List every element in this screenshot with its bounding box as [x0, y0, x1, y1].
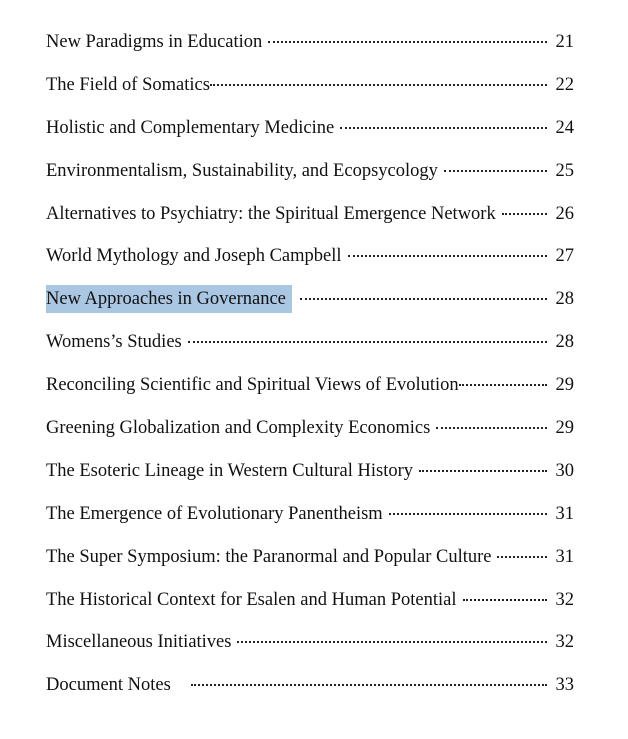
- dot-leader: [459, 384, 547, 386]
- toc-entry-title[interactable]: The Esoteric Lineage in Western Cultural History: [46, 460, 414, 481]
- dot-leader: [444, 170, 547, 172]
- dot-leader: [300, 298, 547, 300]
- toc-entry-page: 33: [555, 675, 574, 696]
- toc-entry-selected[interactable]: [46, 285, 574, 328]
- toc-entry-title[interactable]: The Super Symposium: the Paranormal and Popular Culture: [46, 546, 492, 567]
- toc-entry-page: 29: [555, 375, 574, 396]
- dot-leader: [340, 127, 547, 129]
- dot-leader: [188, 341, 547, 343]
- toc-entry[interactable]: [46, 628, 574, 671]
- toc-entry-page: 30: [555, 460, 574, 481]
- toc-entry[interactable]: [46, 157, 574, 200]
- toc-entry[interactable]: [46, 242, 574, 285]
- dot-leader: [389, 513, 547, 515]
- toc-entry[interactable]: [46, 671, 574, 714]
- dot-leader: [502, 213, 547, 215]
- toc-entry[interactable]: [46, 71, 574, 114]
- toc-entry[interactable]: [46, 500, 574, 543]
- toc-entry-title[interactable]: Reconciling Scientific and Spiritual Views of Evolution: [46, 375, 459, 396]
- toc-entry-page: 24: [555, 117, 574, 138]
- dot-leader: [191, 684, 547, 686]
- toc-entry-title[interactable]: World Mythology and Joseph Campbell: [46, 246, 342, 267]
- toc-entry[interactable]: [46, 328, 574, 371]
- dot-leader: [436, 427, 547, 429]
- toc-entry[interactable]: [46, 371, 574, 414]
- toc-entry-title[interactable]: Document Notes: [46, 675, 171, 696]
- toc-entry[interactable]: [46, 114, 574, 157]
- toc-entry-title[interactable]: Womens’s Studies: [46, 332, 182, 353]
- toc-entry-page: 22: [555, 74, 574, 95]
- toc-entry-page: 28: [555, 332, 574, 353]
- toc-entry[interactable]: [46, 457, 574, 500]
- table-of-contents: [46, 28, 574, 714]
- toc-entry-title[interactable]: Miscellaneous Initiatives: [46, 632, 232, 653]
- toc-entry[interactable]: [46, 414, 574, 457]
- toc-entry-page: 25: [555, 160, 574, 181]
- toc-entry[interactable]: [46, 28, 574, 71]
- toc-entry-title[interactable]: Environmentalism, Sustainability, and Ecopsycology: [46, 160, 438, 181]
- toc-entry-page: 32: [555, 589, 574, 610]
- toc-entry-title[interactable]: The Historical Context for Esalen and Human Potential: [46, 589, 457, 610]
- toc-entry-page: 26: [555, 203, 574, 224]
- toc-entry-title[interactable]: The Field of Somatics: [46, 74, 210, 95]
- dot-leader: [348, 255, 547, 257]
- dot-leader: [237, 641, 547, 643]
- toc-entry-title[interactable]: The Emergence of Evolutionary Panentheism: [46, 503, 383, 524]
- dot-leader: [210, 84, 547, 86]
- toc-entry-page: 28: [555, 289, 574, 310]
- toc-entry-page: 27: [555, 246, 574, 267]
- toc-entry-page: 29: [555, 418, 574, 439]
- toc-entry-title-selected[interactable]: New Approaches in Governance: [46, 285, 292, 313]
- toc-entry[interactable]: [46, 543, 574, 586]
- toc-entry-title[interactable]: Greening Globalization and Complexity Economics: [46, 418, 431, 439]
- toc-entry-title[interactable]: Holistic and Complementary Medicine: [46, 117, 335, 138]
- toc-entry-page: 31: [555, 503, 574, 524]
- dot-leader: [419, 470, 547, 472]
- toc-entry[interactable]: [46, 586, 574, 629]
- dot-leader: [497, 556, 547, 558]
- toc-entry-page: 31: [555, 546, 574, 567]
- toc-entry-title[interactable]: Alternatives to Psychiatry: the Spiritual Emergence Network: [46, 203, 496, 224]
- dot-leader: [463, 599, 548, 601]
- dot-leader: [268, 41, 547, 43]
- toc-entry-page: 32: [555, 632, 574, 653]
- toc-entry[interactable]: [46, 200, 574, 243]
- toc-entry-page: 21: [555, 32, 574, 52]
- toc-entry-title[interactable]: New Paradigms in Education: [46, 32, 263, 52]
